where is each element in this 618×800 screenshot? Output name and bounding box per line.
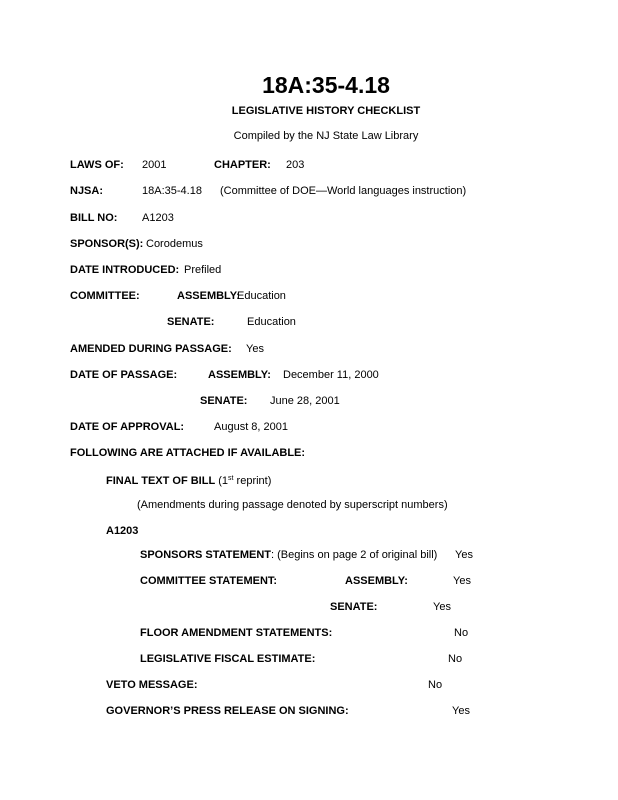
row-committee-statement-senate [70,600,582,615]
date-introduced-value: Prefiled [184,264,222,276]
row-bill-heading [70,524,582,539]
row-date-of-approval [70,420,582,435]
chapter-label: CHAPTER: [214,159,271,171]
row-floor-amendment-statements [70,626,582,641]
sponsors-label: SPONSOR(S): [70,238,144,250]
chapter-value: 203 [286,159,305,171]
bill-no-value: A1203 [142,212,174,224]
final-text-of-bill [106,472,271,488]
bill-heading: A1203 [106,525,139,537]
committee-statement-label: COMMITTEE STATEMENT: [140,575,278,587]
page-title [70,72,582,98]
date-of-passage-assembly-label: ASSEMBLY: [208,369,271,381]
committee-senate-value: Education [247,316,296,328]
njsa-label: NJSA: [70,185,104,197]
row-date-of-passage-assembly [70,368,582,383]
committee-statement-assembly-value: Yes [453,575,471,587]
row-laws-of [70,158,582,173]
committee-label: COMMITTEE: [70,290,140,302]
row-legislative-fiscal-estimate [70,652,582,667]
floor-amendment-value: No [454,627,469,639]
amended-value: Yes [246,343,264,355]
fiscal-estimate-value: No [448,653,463,665]
row-amended-during-passage [70,342,582,357]
row-bill-no [70,211,582,226]
statute-number: 18A:35-4.18 [262,72,390,98]
date-of-passage-senate-value: June 28, 2001 [270,395,340,407]
governors-press-release-value: Yes [452,705,470,717]
checklist-title-text: LEGISLATIVE HISTORY CHECKLIST [231,105,421,117]
committee-statement-senate-label: SENATE: [330,601,378,613]
date-of-approval-label: DATE OF APPROVAL: [70,421,185,433]
checklist-title [70,104,582,119]
row-date-introduced [70,263,582,278]
row-sponsors-statement [70,548,582,563]
row-committee-senate [70,315,582,330]
committee-assembly-value: Education [237,290,286,302]
sponsors-value: Corodemus [146,238,203,250]
veto-message-label: VETO MESSAGE: [106,679,198,691]
sponsors-statement-label: SPONSORS STATEMENT [140,549,271,561]
amended-label: AMENDED DURING PASSAGE: [70,343,232,355]
sponsors-statement-note: : (Begins on page 2 of original bill) [271,549,438,561]
laws-of-label: LAWS OF: [70,159,124,171]
row-amendments-note [70,498,582,513]
bill-no-label: BILL NO: [70,212,118,224]
committee-assembly-label: ASSEMBLY: [177,290,240,302]
date-of-passage-senate-label: SENATE: [200,395,248,407]
compiled-by-line [70,129,582,144]
sponsors-statement-value: Yes [455,549,473,561]
njsa-note: (Committee of DOE—World languages instruction) [220,185,467,197]
row-final-text-of-bill [70,472,582,487]
date-introduced-label: DATE INTRODUCED: [70,264,180,276]
row-attachments-heading [70,446,582,461]
row-veto-message [70,678,582,693]
final-text-note-superscript: st [228,475,234,482]
final-text-note-open: (1 [215,475,229,487]
laws-of-value: 2001 [142,159,167,171]
row-governors-press-release [70,704,582,719]
fiscal-estimate-label: LEGISLATIVE FISCAL ESTIMATE: [140,653,316,665]
compiled-by-text: Compiled by the NJ State Law Library [233,130,419,142]
committee-statement-assembly-label: ASSEMBLY: [345,575,408,587]
veto-message-value: No [428,679,443,691]
date-of-approval-value: August 8, 2001 [214,421,289,433]
attachments-heading: FOLLOWING ARE ATTACHED IF AVAILABLE: [70,447,306,459]
governors-press-release-label: GOVERNOR’S PRESS RELEASE ON SIGNING: [106,705,349,717]
final-text-of-bill-label: FINAL TEXT OF BILL [106,475,216,487]
sponsors-statement [140,548,437,562]
row-committee-assembly [70,289,582,304]
date-of-passage-label: DATE OF PASSAGE: [70,369,178,381]
row-sponsors [70,237,582,252]
floor-amendment-label: FLOOR AMENDMENT STATEMENTS: [140,627,333,639]
row-committee-statement-assembly [70,574,582,589]
row-date-of-passage-senate [70,394,582,409]
committee-statement-senate-value: Yes [433,601,451,613]
amendments-note: (Amendments during passage denoted by superscript numbers) [137,499,448,511]
committee-senate-label: SENATE: [167,316,215,328]
date-of-passage-assembly-value: December 11, 2000 [283,369,379,381]
row-njsa [70,184,582,199]
final-text-note-close: reprint) [233,475,272,487]
njsa-value: 18A:35-4.18 [142,185,202,197]
